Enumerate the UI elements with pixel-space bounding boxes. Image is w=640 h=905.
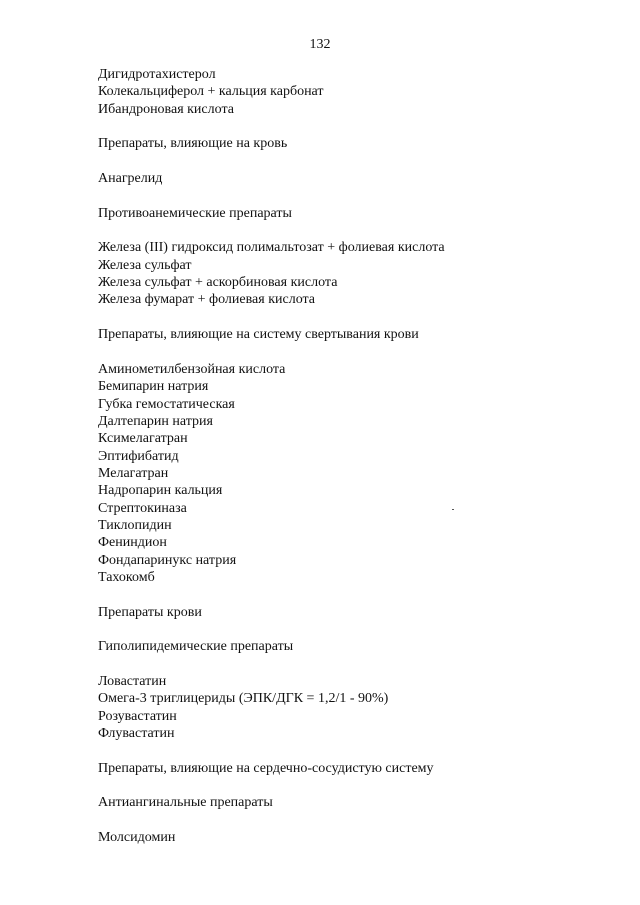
text-line: Препараты, влияющие на систему свертывания крови	[98, 327, 419, 343]
text-line: Ловастатин	[98, 674, 167, 690]
text-line: Губка гемостатическая	[98, 396, 235, 412]
text-line: Колекальциферол + кальция карбонат	[98, 84, 324, 100]
text-line: Ксимелагатран	[98, 431, 188, 447]
page-number: 132	[309, 37, 331, 52]
text-line: Фениндион	[98, 535, 167, 551]
text-line: Аминометилбензойная кислота	[98, 361, 286, 377]
text-line: Эптифибатид	[98, 448, 179, 464]
blank-line	[98, 187, 598, 204]
text-line: Розувастатин	[98, 708, 177, 724]
blank-line	[98, 153, 598, 170]
text-line: Дигидротахистерол	[98, 67, 216, 82]
text-line: Далтепарин натрия	[98, 413, 213, 429]
blank-line	[98, 777, 598, 794]
blank-line	[98, 742, 598, 759]
text-line: Надропарин кальция	[98, 483, 223, 499]
text-line: Анагрелид	[98, 171, 163, 187]
blank-line	[98, 344, 598, 361]
text-line: Тахокомб	[98, 569, 155, 585]
blank-line	[98, 586, 598, 603]
text-line: Бемипарин натрия	[98, 379, 209, 395]
text-line: Тиклопидин	[98, 517, 172, 533]
text-line: Антиангинальные препараты	[98, 795, 273, 811]
text-line: Противоанемические препараты	[98, 205, 292, 221]
text-line: Флувастатин	[98, 726, 175, 742]
text-line: Фондапаринукс натрия	[98, 552, 237, 568]
blank-line	[98, 656, 598, 673]
blank-line	[98, 118, 598, 135]
text-line: Омега-3 триглицериды (ЭПК/ДГК = 1,2/1 - 90%)	[98, 691, 389, 707]
document-body	[98, 66, 598, 846]
text-line: Гиполипидемические препараты	[98, 639, 294, 655]
text-line: Железа сульфат	[98, 257, 192, 273]
blank-line	[98, 222, 598, 239]
text-line: Мелагатран	[98, 465, 169, 481]
text-line: Молсидомин	[98, 830, 176, 846]
text-line: Препараты, влияющие на сердечно-сосудистую систему	[98, 760, 434, 776]
blank-line	[98, 812, 598, 829]
text-line: Препараты крови	[98, 604, 202, 620]
text-line: Ибандроновая кислота	[98, 101, 234, 117]
blank-line	[98, 621, 598, 638]
scan-speck	[452, 509, 454, 510]
text-line: Железа фумарат + фолиевая кислота	[98, 292, 316, 308]
text-line: Железа сульфат + аскорбиновая кислота	[98, 275, 338, 291]
text-line: Стрептокиназа	[98, 500, 187, 516]
blank-line	[98, 309, 598, 326]
text-line: Железа (III) гидроксид полимальтозат + фолиевая кислота	[98, 240, 445, 256]
text-line: Препараты, влияющие на кровь	[98, 136, 288, 152]
